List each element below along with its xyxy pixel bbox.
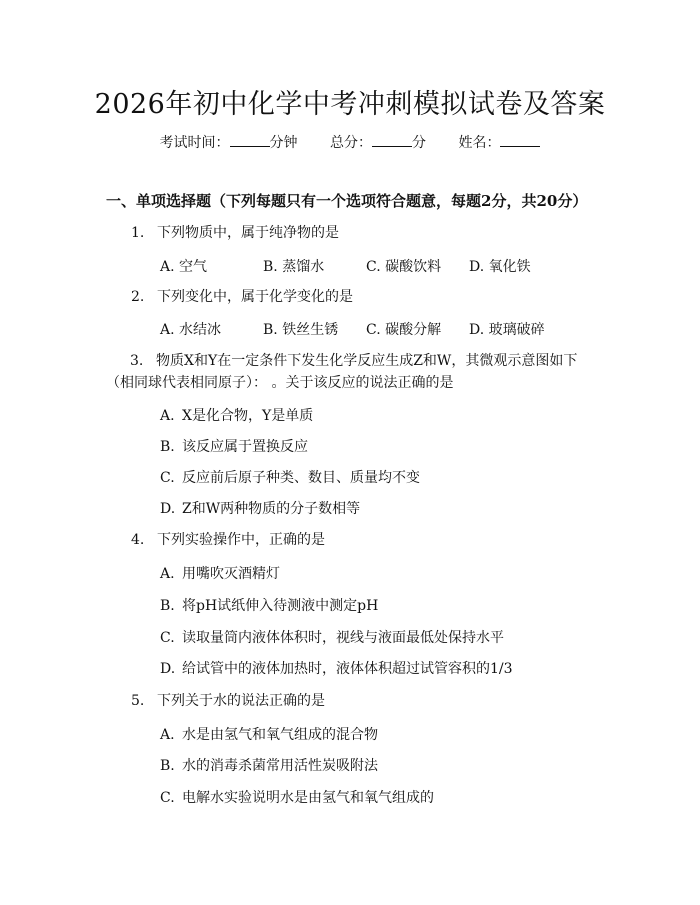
- option-letter: C.: [160, 630, 175, 646]
- question-text: 下列变化中，属于化学变化的是: [157, 289, 353, 305]
- option-text: 电解水实验说明水是由氢气和氧气组成的: [182, 790, 434, 806]
- score-label: 总分：: [330, 135, 372, 151]
- option-letter: C.: [160, 470, 175, 486]
- question-3-line-1: [106, 350, 596, 372]
- option-letter: D.: [160, 661, 176, 677]
- question-1-options: [160, 256, 531, 276]
- option-letter: C.: [160, 790, 175, 806]
- time-label: 考试时间：: [159, 135, 230, 151]
- option-text: 水的消毒杀菌常用活性炭吸附法: [182, 758, 378, 774]
- option-text: 读取量筒内液体体积时，视线与液面最低处保持水平: [182, 630, 504, 646]
- option-d: D. 玻璃破碎: [469, 322, 545, 338]
- option-text: Z和W两种物质的分子数相等: [182, 501, 361, 517]
- question-5-option-a: [160, 724, 378, 744]
- option-c: C. 碳酸分解: [366, 322, 442, 338]
- question-number: 5.: [131, 693, 145, 709]
- question-3: [106, 350, 596, 394]
- question-4-option-d: [160, 658, 513, 678]
- question-4: [131, 529, 325, 551]
- option-letter: A.: [160, 408, 175, 424]
- question-4-option-b: [160, 595, 378, 615]
- question-5: [131, 690, 325, 712]
- option-letter: B.: [160, 439, 175, 455]
- question-number: 3.: [130, 353, 144, 369]
- name-blank: [500, 134, 540, 147]
- option-c: C. 碳酸饮料: [366, 259, 442, 275]
- option-b: B. 铁丝生锈: [263, 322, 339, 338]
- score-unit: 分: [412, 135, 426, 151]
- option-b: B. 蒸馏水: [263, 259, 325, 275]
- question-4-option-c: [160, 627, 504, 647]
- question-3-option-d: [160, 498, 360, 518]
- option-a: A. 水结冰: [160, 322, 222, 338]
- name-label: 姓名：: [458, 135, 501, 151]
- time-unit: 分钟: [269, 135, 298, 151]
- option-letter: A.: [160, 566, 175, 582]
- option-d: D. 氧化铁: [469, 259, 531, 275]
- question-4-option-a: [160, 563, 280, 583]
- option-text: 将pH试纸伸入待测液中测定pH: [182, 598, 379, 614]
- option-text: X是化合物，Y是单质: [182, 408, 314, 424]
- question-5-option-b: [160, 755, 378, 775]
- question-5-option-c: [160, 787, 434, 807]
- question-3-line-2: （相同球代表相同原子）： 。关于该反应的说法正确的是: [106, 375, 454, 391]
- question-3-option-a: [160, 405, 313, 425]
- option-letter: A.: [160, 727, 175, 743]
- question-text: 下列物质中，属于纯净物的是: [157, 225, 339, 241]
- question-text: 下列关于水的说法正确的是: [157, 693, 325, 709]
- option-text: 用嘴吹灭酒精灯: [182, 566, 280, 582]
- time-field: [160, 135, 298, 151]
- score-blank: [372, 134, 412, 147]
- name-field: [458, 135, 540, 151]
- question-2-options: [160, 319, 545, 339]
- question-number: 1.: [131, 225, 145, 241]
- option-text: 水是由氢气和氧气组成的混合物: [182, 727, 378, 743]
- exam-title: 2026年初中化学中考冲刺模拟试卷及答案: [94, 89, 606, 120]
- option-text: 该反应属于置换反应: [182, 439, 308, 455]
- time-blank: [230, 134, 270, 147]
- option-text: 反应前后原子种类、数目、质量均不变: [182, 470, 420, 486]
- option-a: A. 空气: [160, 259, 208, 275]
- question-3-option-b: [160, 436, 308, 456]
- question-number: 4.: [131, 532, 145, 548]
- section-heading: 一、单项选择题（下列每题只有一个选项符合题意，每题2分，共20分）: [106, 192, 588, 210]
- option-letter: D.: [160, 501, 176, 517]
- question-text: 物质X和Y在一定条件下发生化学反应生成Z和W，其微观示意图如下: [156, 353, 578, 369]
- option-text: 给试管中的液体加热时，液体体积超过试管容积的1/3: [182, 661, 513, 677]
- question-text: 下列实验操作中，正确的是: [157, 532, 325, 548]
- question-2: [131, 286, 353, 308]
- score-field: [330, 135, 426, 151]
- question-number: 2.: [131, 289, 145, 305]
- question-1: [131, 222, 339, 244]
- option-letter: B.: [160, 598, 175, 614]
- question-3-option-c: [160, 467, 420, 487]
- exam-meta: [0, 132, 700, 152]
- option-letter: B.: [160, 758, 175, 774]
